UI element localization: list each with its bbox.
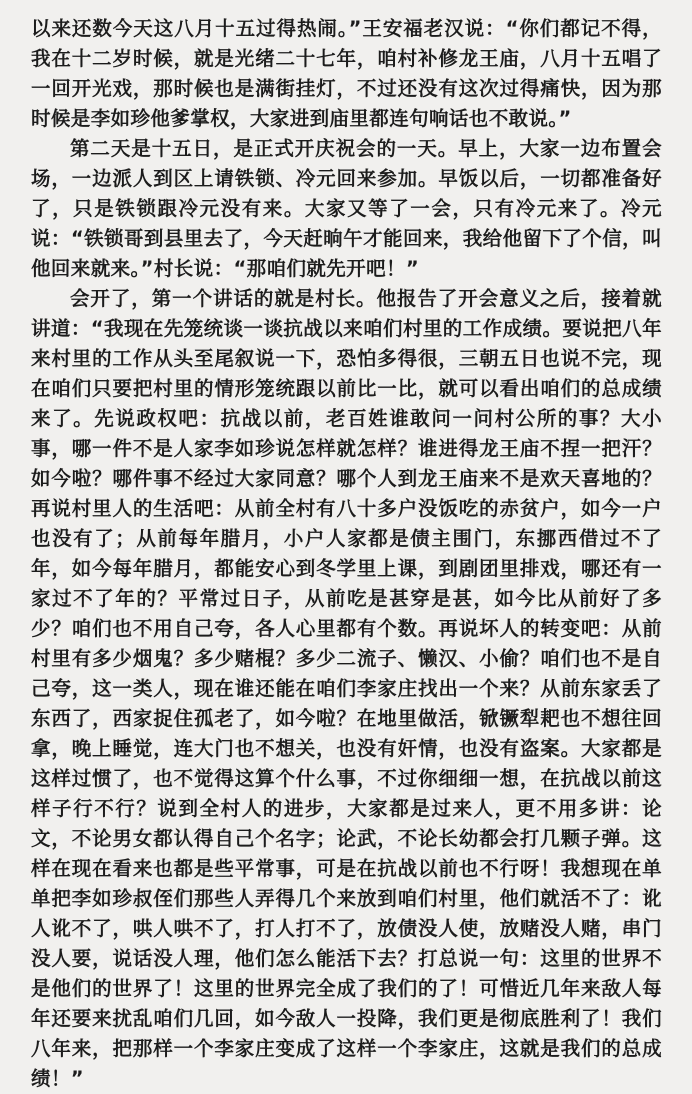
paragraph-second-day: 第二天是十五日，是正式开庆祝会的一天。早上，大家一边布置会场，一边派人到区上请铁锁、冷元回来参加。早饭以后，一切都准备好了，只是铁锁跟冷元没有来。大家又等了一会，只有冷元来了。冷元说：“铁锁哥到县里去了，今天赶晌午才能回来，我给他留下了个信，叫他回来就来。”村长说：“那咱们就先开吧！”	[31, 137, 662, 280]
paragraph-village-head-speech: 会开了，第一个讲话的就是村长。他报告了开会意义之后，接着就讲道：“我现在先笼统谈一谈抗战以来咱们村里的工作成绩。要说把八年来村里的工作从头至尾叙说一下，恐怕多得很，三朝五日也说不完，现在咱们只要把村里的情形笼统跟以前比一比，就可以看出咱们的总成绩来了。先说政权吧：抗战以前，老百姓谁敢问一问村公所的事？大小事，哪一件不是人家李如珍说怎样就怎样？谁进得龙王庙不捏一把汗？如今啦？哪件事不经过大家同意？哪个人到龙王庙来不是欢天喜地的？再说村里人的生活吧：从前全村有八十多户没饭吃的赤贫户，如今一户也没有了；从前每年腊月，小户人家都是债主围门，东挪西借过不了年，如今每年腊月，都能安心到冬学里上课，到剧团里排戏，哪还有一家过不了年的？平常过日子，从前吃是甚穿是甚，如今比从前好了多少？咱们也不用自己夸，各人心里都有个数。再说坏人的转变吧：从前村里有多少烟鬼？多少赌棍？多少二流子、懒汉、小偷？咱们也不是自己夸，这一类人，现在谁还能在咱们李家庄找出一个来？从前东家丢了东西了，西家捉住孤老了，如今啦？在地里做活，锨镢犁耙也不想往回拿，晚上睡觉，连大门也不想关，也没有奸情，也没有盗案。大家都是这样过惯了，也不觉得这算个什么事，不过你细细一想，在抗战以前这样子行不行？说到全村人的进步，大家都是过来人，更不用多讲：论文，不论男女都认得自己个名字；论武，不论长幼都会打几颗子弹。这样在现在看来也都是些平常事，可是在抗战以前也不行呀！我想现在单单把李如珍叔侄们那些人弄得几个来放到咱们村里，他们就活不了：讹人讹不了，哄人哄不了，打人打不了，放债没人使，放赌没人赌，串门没人要，说话没人理，他们怎么能活下去？打总说一句：这里的世界不是他们的世界了！这里的世界完全成了我们的了！可惜近几年来敌人每年还要来扰乱咱们几回，如今敌人一投降，我们更是彻底胜利了！我们八年来，把那样一个李家庄变成了这样一个李家庄，这就是我们的总成绩！”	[31, 287, 662, 1090]
paragraph-continuation: 以来还数今天这八月十五过得热闹。”王安福老汉说：“你们都记不得，我在十二岁时候，就是光绪二十七年，咱村补修龙王庙，八月十五唱了一回开光戏，那时候也是满街挂灯，不过还没有这次过得痛快，因为那时候是李如珍他爹掌权，大家进到庙里都连句响话也不敢说。”	[31, 17, 662, 130]
